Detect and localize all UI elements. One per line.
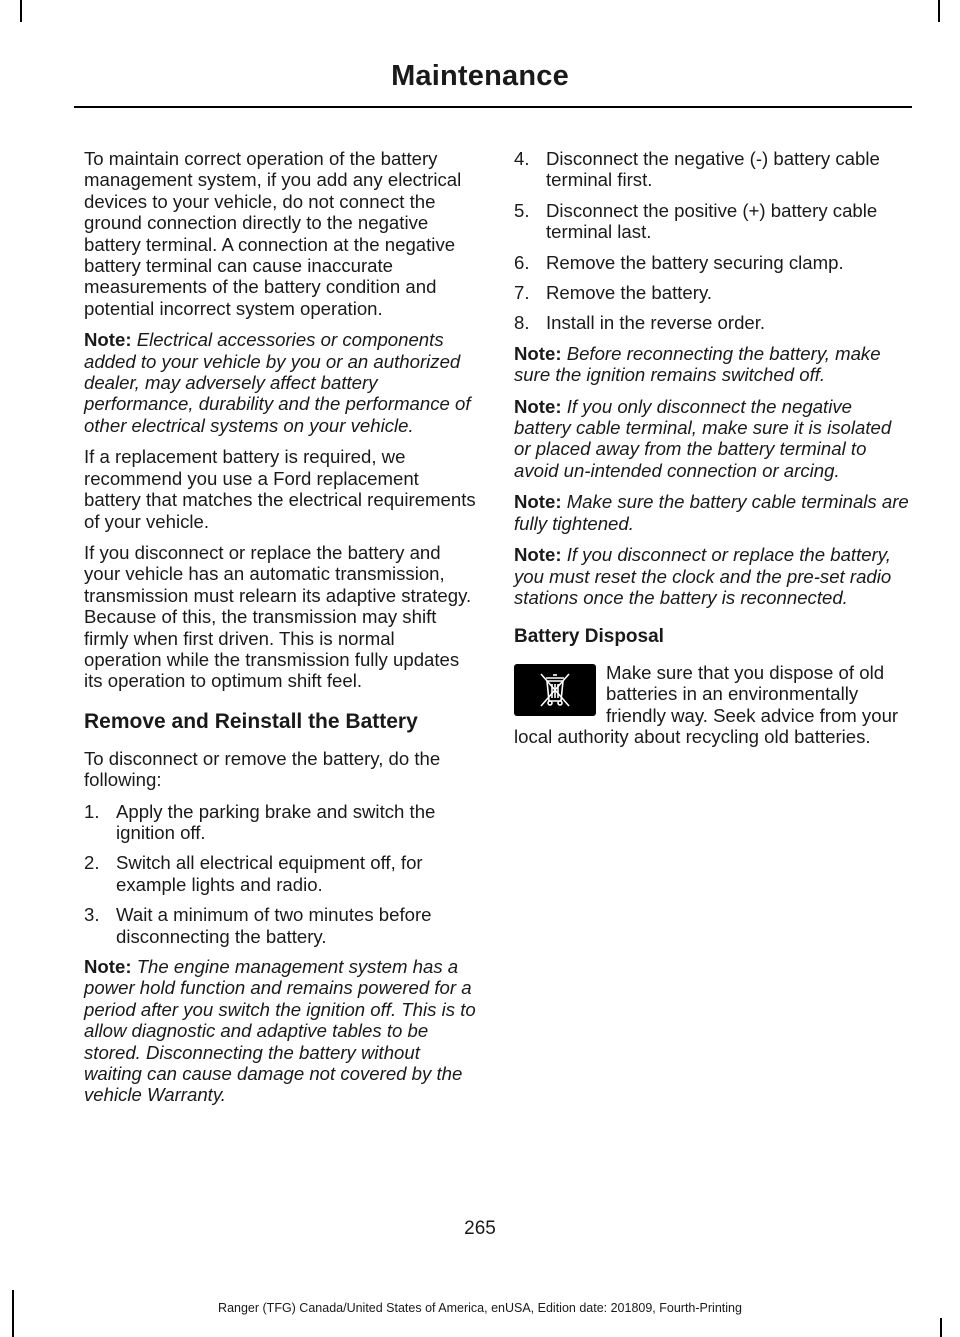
note-label: Note: [514,342,562,364]
step-number: 2. [84,852,100,874]
section-heading-battery-disposal: Battery Disposal [514,626,664,648]
title-divider [74,106,912,108]
intro-paragraph: To disconnect or remove the battery, do the following: [84,747,441,791]
note-label: Note: [84,329,132,351]
crop-mark-bottom-right [940,1318,942,1337]
step-text: Switch all electrical equipment off, for example lights and radio. [116,852,423,895]
note-text: If you only disconnect the negative battery cable terminal, make sure it is isolated or placed away from the battery terminal to avoid un-intended connection or arcing. [514,395,892,481]
left-column [84,148,476,1116]
list-item [84,801,476,844]
crop-mark-top-left [20,0,22,22]
note-label: Note: [514,544,562,566]
list-item [514,312,910,333]
bms-paragraph: To maintain correct operation of the battery management system, if you add any electrical devices to your vehicle, do not connect the ground connection directly to the negative battery terminal. A connection at the negative battery terminal can cause inaccurate measurements of the battery condition and potential incorrect system operation. [84,148,462,319]
note-label: Note: [84,956,132,977]
step-number: 4. [514,148,530,169]
list-item [514,200,910,243]
step-number: 6. [514,251,530,273]
note-negative-terminal [514,396,910,482]
note-text: Electrical accessories or components added to your vehicle by you or an authorized dealer, may adversely affect battery performance, durability and the performance of other electrical systems on your vehicle. [84,329,471,436]
note-label: Note: [514,395,562,417]
note-text: If you disconnect or replace the battery, you must reset the clock and the pre-set radio stations once the battery is reconnected. [514,544,892,608]
list-item [514,252,910,273]
note-label: Note: [514,491,562,513]
note-power-hold [84,956,476,1106]
edition-footer: Ranger (TFG) Canada/United States of America, enUSA, Edition date: 201809, Fourth-Printing [218,1301,742,1315]
step-text: Wait a minimum of two minutes before disconnecting the battery. [116,904,432,947]
section-heading-remove-reinstall: Remove and Reinstall the Battery [84,709,418,733]
step-text: Install in the reverse order. [546,312,766,334]
step-number: 5. [514,199,530,221]
step-number: 3. [84,904,100,926]
crossed-out-wheelie-bin-icon [514,664,596,716]
note-text: The engine management system has a power hold function and remains powered for a period after you switch the ignition off. This is to allow diagnostic and adaptive tables to be stored. Disconnecting the battery without waiting can cause damage not covered by the vehicle Warranty. [84,956,476,1106]
step-text: Apply the parking brake and switch the ignition off. [116,800,436,843]
list-item [84,904,476,947]
note-accessories [84,329,476,436]
relearn-paragraph: If you disconnect or replace the battery and your vehicle has an automatic transmission, transmission must relearn its adaptive strategy. Because of this, the transmission may shift firmly when first driven. This is normal operation while the transmission fully updates its operation to optimum shift feel. [84,541,472,692]
right-column [514,148,910,747]
list-item [514,148,910,191]
steps-list-right [514,148,910,334]
note-text: Before reconnecting the battery, make sure the ignition remains switched off. [514,342,881,386]
step-number: 7. [514,282,530,304]
note-text: Make sure the battery cable terminals are fully tightened. [514,491,909,534]
note-tightened [514,491,910,534]
step-text: Disconnect the negative (-) battery cable terminal first. [546,148,880,191]
step-text: Remove the battery securing clamp. [546,251,844,273]
list-item [84,852,476,895]
disposal-text: Make sure that you dispose of old batteries in an environmentally friendly way. Seek advice from your local authority about recycling old batteries. [514,661,899,747]
note-ignition-off [514,343,910,386]
step-number: 1. [84,800,100,822]
crop-mark-top-right [938,0,940,22]
step-text: Remove the battery. [546,282,713,304]
note-reset-clock [514,544,910,608]
step-number: 8. [514,312,530,334]
disposal-block [514,662,910,748]
list-item [514,282,910,303]
page-title: Maintenance [391,60,569,92]
replacement-paragraph: If a replacement battery is required, we recommend you use a Ford replacement battery that matches the electrical requirements of your vehicle. [84,446,476,532]
step-text: Disconnect the positive (+) battery cable terminal last. [546,199,878,243]
steps-list-left [84,801,476,947]
page-number: 265 [464,1218,496,1239]
